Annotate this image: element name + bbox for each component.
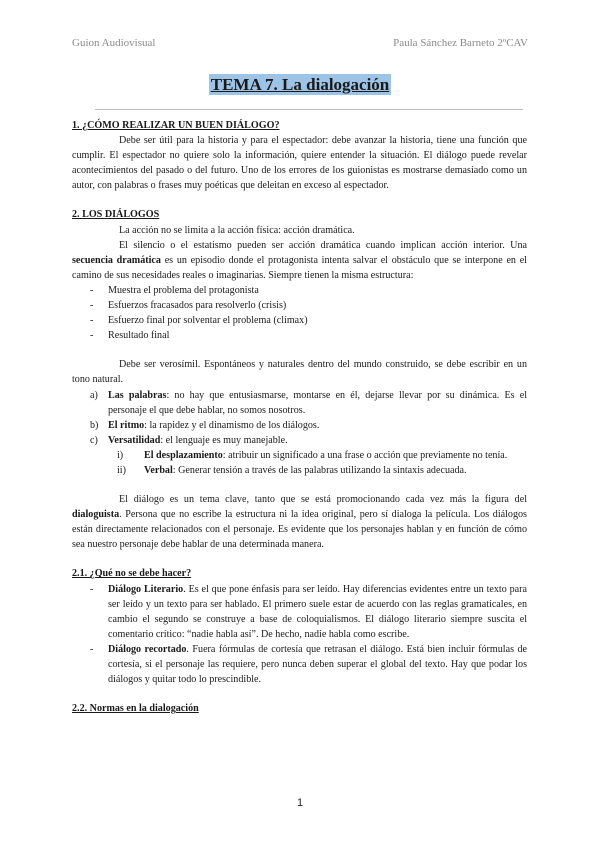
header-right: Paula Sánchez Barneto 2ºCAV xyxy=(393,37,528,49)
section-1-heading: 1. ¿CÓMO REALIZAR UN BUEN DIÁLOGO? xyxy=(72,120,280,131)
section-2-heading: 2. LOS DIÁLOGOS xyxy=(72,209,160,221)
list-item: i) El desplazamiento: atribuir un significado a una frase o acción que previamente no tenía. xyxy=(117,449,508,461)
section-2-paragraph-4: El diálogo es un tema clave, tanto que se está promocionando cada vez más la figura del dialoguista. Persona que no escribe la estructura ni la idea original, pero sí dialoga la película. Los diálogos están directamente relacionados con el personaje. Es evidente que los personajes hablan y en función de cómo sea nuestro personaje debe hablar de una determinada manera. xyxy=(72,494,527,551)
dont-list xyxy=(72,582,527,688)
section-2-paragraph-1: La acción no se limita a la acción física: acción dramática. xyxy=(119,224,355,236)
list-item: - Diálogo Literario. Es el que pone énfasis para ser leído. Hay diferencias evidentes entre un texto para ser leído y un texto para ser hablado. El primero suele estar de acuerdo con las reglas gramaticales, en cambio el segundo se construye a base de coloquialismos. El diálogo literario siempre suscita el comentario crítico: “nadie habla así”. De hecho, nadie habla como escribe. xyxy=(90,583,527,640)
list-item: a) Las palabras: no hay que entusiasmarse, montarse en él, dejarse llevar por su dinámica. Es el personaje el que debe hablar, no somos nosotros. xyxy=(90,389,528,416)
list-item: - Muestra el problema del protagonista xyxy=(90,284,259,296)
list-item: - Resultado final xyxy=(90,330,170,342)
list-item: - Diálogo recortado. Fuera fórmulas de cortesía que retrasan el diálogo. Está bien incluir fórmulas de cortesía, si el personaje las requiere, pero nunca deben superar el global del texto. Hay que podar los diálogos y quitar todo lo prescindible. xyxy=(90,643,527,686)
list-item: - Esfuerzos fracasados para resolverlo (crisis) xyxy=(90,300,287,312)
page-title: TEMA 7. La dialogación xyxy=(210,75,390,94)
roman-list xyxy=(72,448,527,478)
list-item: - Esfuerzo final por solventar el problema (clímax) xyxy=(90,315,308,327)
title-divider xyxy=(95,109,523,110)
section-2-paragraph-3: Debe ser verosímil. Espontáneos y naturales dentro del mundo construido, se debe escribir en un tono natural. xyxy=(72,359,527,386)
list-item: b) El ritmo: la rapidez y el dinamismo de los diálogos. xyxy=(90,419,320,431)
page-number: 1 xyxy=(296,797,304,809)
lettered-list xyxy=(72,388,527,448)
section-2-paragraph-2: El silencio o el estatismo pueden ser acción dramática cuando implican acción interior. Una secuencia dramática es un episodio donde el protagonista intenta salvar el obstáculo que se interpone en el camino de sus necesidades reales o imaginarias. Siempre tienen la misma estructura: xyxy=(72,239,527,281)
section-2-2-heading: 2.2. Normas en la dialogación xyxy=(72,703,199,715)
structure-list xyxy=(72,283,527,343)
section-2-1-heading: 2.1. ¿Qué no se debe hacer? xyxy=(72,568,192,580)
title-container xyxy=(0,74,600,95)
section-1-paragraph: Debe ser útil para la historia y para el espectador: debe avanzar la historia, tiene una función que cumplir. El espectador no quiere solo la información, quiere entender la situación. El diálogo puede revelar acontecimientos del pasado o del futuro. Uno de los errores de los guionistas es mostrarse demasiado como un autor, con palabras o frases muy poéticas que deleitan en exceso al espectador. xyxy=(72,135,527,192)
list-item: c) Versatilidad: el lenguaje es muy manejable. xyxy=(90,434,288,446)
document-body xyxy=(72,118,527,716)
list-item: ii) Verbal: Generar tensión a través de las palabras utilizando la sintaxis adecuada. xyxy=(117,464,467,476)
header-left: Guion Audiovisual xyxy=(72,37,156,49)
